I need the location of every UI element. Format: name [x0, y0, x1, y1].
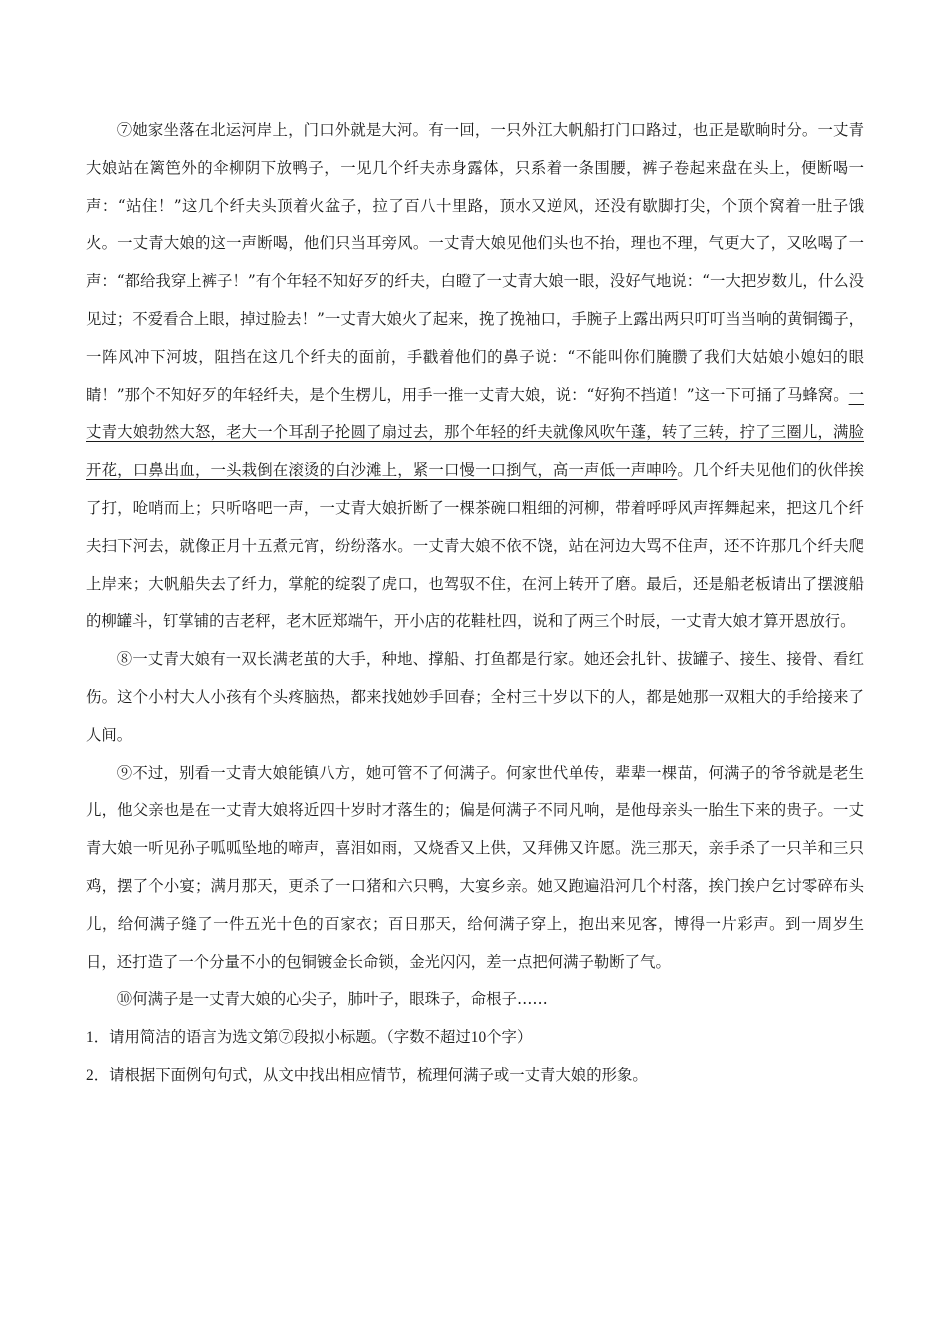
paragraph-7 — [86, 112, 864, 641]
paragraph-7-text-end: 。几个纤夫见他们的伙伴挨了打，呛哨而上；只听咯吧一声，一丈青大娘折断了一棵茶碗口粗细的河柳，带着呼呼风声挥舞起来，把这几个纤夫扫下河去，就像正月十五煮元宵，纷纷落水。一丈青大娘不依不饶，站在河边大骂不住声，还不许那几个纤夫爬上岸来；大帆船失去了纤力，掌舵的绽裂了虎口，也驾驭不住，在河上转开了磨。最后，还是船老板请出了摆渡船的柳罐斗，钉掌铺的吉老秤，老木匠郑端午，开小店的花鞋杜四，说和了两三个时辰，一丈青大娘才算开恩放行。 — [86, 461, 864, 631]
paragraph-10: ⑩何满子是一丈青大娘的心尖子，肺叶子，眼珠子，命根子…… — [116, 990, 548, 1009]
document-body — [86, 112, 864, 1095]
paragraph-9: ⑨不过，别看一丈青大娘能镇八方，她可管不了何满子。何家世代单传，辈辈一棵苗，何满子的爷爷就是老生儿，他父亲也是在一丈青大娘将近四十岁时才落生的；偏是何满子不同凡响，是他母亲头一胎生下来的贵子。一丈青大娘一听见孙子呱呱坠地的啼声，喜泪如雨，又烧香又上供，又拜佛又许愿。洗三那天，亲手杀了一只羊和三只鸡，摆了个小宴；满月那天，更杀了一口猪和六只鸭，大宴乡亲。她又跑遍沿河几个村落，挨门挨户乞讨零碎布头儿，给何满子缝了一件五光十色的百家衣；百日那天，给何满子穿上，抱出来见客，博得一片彩声。到一周岁生日，还打造了一个分量不小的包铜镀金长命锁，金光闪闪，差一点把何满子勒断了气。 — [86, 763, 864, 971]
paragraph-7-text-start: ⑦她家坐落在北运河岸上，门口外就是大河。有一回，一只外江大帆船打门口路过，也正是歇晌时分。一丈青大娘站在篱笆外的伞柳阴下放鸭子，一见几个纤夫赤身露体，只系着一条围腰，裤子卷起来盘在头上，便断喝一声：“站住！”这几个纤夫头顶着火盆子，拉了百八十里路，顶水又逆风，还没有歇脚打尖，个顶个窝着一肚子饿火。一丈青大娘的这一声断喝，他们只当耳旁风。一丈青大娘见他们头也不抬，理也不理，气更大了，又吆喝了一声：“都给我穿上裤子！”有个年轻不知好歹的纤夫，白瞪了一丈青大娘一眼，没好气地说：“一大把岁数儿，什么没见过；不爱看合上眼，掉过脸去！”一丈青大娘火了起来，挽了挽袖口，手腕子上露出两只叮叮当当响的黄铜镯子，一阵风冲下河坡，阻挡在这几个纤夫的面前，手戳着他们的鼻子说：“不能叫你们腌臜了我们大姑娘小媳妇的眼睛！”那个不知好歹的年轻纤夫，是个生楞儿，用手一推一丈青大娘，说：“好狗不挡道！”这一下可捅了马蜂窝。 — [86, 121, 864, 404]
paragraph-7-underlined-text: 一丈青大娘勃然大怒，老大一个耳刮子抡圆了扇过去，那个年轻的纤夫就像风吹午蓬，转了三转，拧了三圈儿，满脸开花，口鼻出血，一头栽倒在滚烫的白沙滩上，紧一口慢一口捯气，高一声低一声呻吟 — [86, 385, 864, 480]
paragraph-8: ⑧一丈青大娘有一双长满老茧的大手，种地、撑船、打鱼都是行家。她还会扎针、拔罐子、接生、接骨、看红伤。这个小村大人小孩有个头疼脑热，都来找她妙手回春；全村三十岁以下的人，都是她那一双粗大的手给接来了人间。 — [86, 650, 864, 744]
question-2: 2．请根据下面例句句式，从文中找出相应情节，梳理何满子或一丈青大娘的形象。 — [86, 1066, 648, 1084]
question-1: 1．请用简洁的语言为选文第⑦段拟小标题。（字数不超过10个字） — [86, 1029, 533, 1047]
